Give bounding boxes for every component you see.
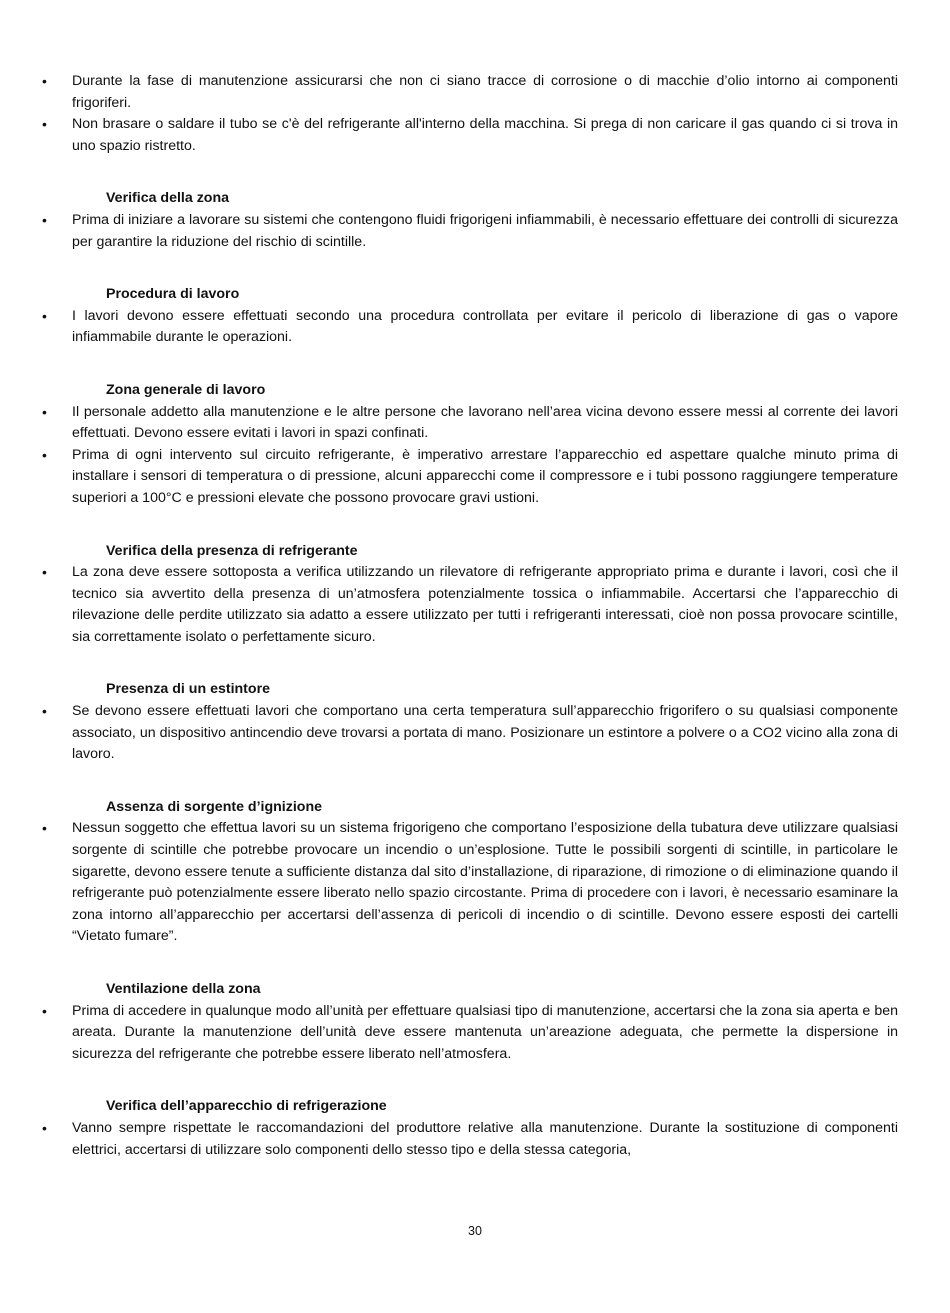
section-apparecchio-refrigerazione [42, 1096, 898, 1161]
bullet-text: Il personale addetto alla manutenzione e le altre persone che lavorano nell’area vicina devono essere messi al corrente dei lavori effettuati. Devono essere evitati i lavori in spazi confinati. [72, 403, 898, 442]
section-procedura-lavoro [42, 284, 898, 349]
bullet-text: Durante la fase di manutenzione assicurarsi che non ci siano tracce di corrosione o di macchie d’olio intorno ai componenti frigoriferi. [72, 73, 898, 111]
bullet-icon: • [42, 446, 47, 463]
section-heading: Verifica dell’apparecchio di refrigerazione [106, 1098, 387, 1115]
section-heading: Assenza di sorgente d’ignizione [106, 798, 322, 815]
section-sorgente-ignizione [42, 797, 898, 948]
list-item [42, 402, 898, 445]
list-item [42, 71, 898, 114]
bullet-text: Vanno sempre rispettate le raccomandazioni del produttore relative alla manutenzione. Durante la sostituzione di componenti elettrici, accertarsi di utilizzare solo componenti dello stesso tipo e della stessa categoria, [72, 1119, 898, 1158]
section-heading: Presenza di un estintore [106, 681, 270, 698]
list-item [42, 701, 898, 766]
section-verifica-zona [42, 188, 898, 253]
bullet-icon: • [42, 1119, 47, 1136]
bullet-icon: • [42, 116, 47, 133]
section-heading: Verifica della presenza di refrigerante [106, 542, 358, 559]
bullet-icon: • [42, 403, 47, 420]
list-item [42, 210, 898, 253]
section-heading: Verifica della zona [106, 190, 230, 207]
list-item [42, 1118, 898, 1161]
bullet-text: Nessun soggetto che effettua lavori su un sistema frigorigeno che comportano l’esposizione della tubatura deve utilizzare qualsiasi sorgente di scintille che potrebbe provocare un incendio o un’esplosione. Tutte le possibili sorgenti di scintille, in particolare le sigarette, devono essere tenute a sufficiente distanza dal sito d’installazione, di riparazione, di rimozione o di eliminazione quando il refrigerante può potenzialmente essere liberato nello spazio circostante. Prima di procedere con i lavori, è necessario esaminare la zona intorno all’apparecchio per accertarsi dell’assenza di pericoli di incendio o di scintille. Devono essere esposti dei cartelli “Vietato fumare”. [72, 820, 898, 945]
list-item [42, 1001, 898, 1066]
intro-bullet-list [42, 71, 898, 157]
page-content [42, 71, 898, 1161]
bullet-icon: • [42, 1002, 47, 1019]
bullet-icon: • [42, 564, 47, 581]
bullet-text: I lavori devono essere effettuati secondo una procedura controllata per evitare il pericolo di liberazione di gas o vapore infiammabile durante le operazioni. [72, 307, 898, 346]
section-ventilazione [42, 979, 898, 1065]
bullet-icon: • [42, 211, 47, 228]
bullet-text: La zona deve essere sottoposta a verifica utilizzando un rilevatore di refrigerante appropriato prima e durante i lavori, così che il tecnico sia avvertito della presenza di un’atmosfera potenzialmente tossica o infiammabile. Accertarsi che l’apparecchio di rilevazione delle perdite utilizzato sia adatto a essere utilizzato per tutti i refrigeranti interessati, cioè non possa provocare scintille, sia correttamente isolato o perfettamente sicuro. [72, 564, 898, 645]
bullet-icon: • [42, 820, 47, 837]
section-heading: Zona generale di lavoro [106, 381, 266, 398]
list-item [42, 818, 898, 948]
bullet-text: Non brasare o saldare il tubo se c'è del refrigerante all'interno della macchina. Si prega di non caricare il gas quando ci si trova in uno spazio ristretto. [72, 116, 898, 154]
bullet-icon: • [42, 307, 47, 324]
bullet-icon: • [42, 703, 47, 720]
bullet-text: Prima di accedere in qualunque modo all’unità per effettuare qualsiasi tipo di manutenzione, accertarsi che la zona sia aperta e ben areata. Durante la manutenzione dell’unità deve essere mantenuta un’areazione adeguata, che permette la dispersione in sicurezza del refrigerante che potrebbe essere liberato nell’atmosfera. [72, 1002, 898, 1062]
list-item [42, 562, 898, 648]
list-item [42, 445, 898, 510]
bullet-text: Prima di ogni intervento sul circuito refrigerante, è imperativo arrestare l’apparecchio ed aspettare qualche minuto prima di installare i sensori di temperatura o di pressione, alcuni apparecchi come il compressore e i tubi possono raggiungere temperature superiori a 100°C e pressioni elevate che possono provocare gravi ustioni. [72, 446, 898, 506]
bullet-icon: • [42, 73, 47, 89]
list-item [42, 306, 898, 349]
section-heading: Procedura di lavoro [106, 286, 240, 303]
section-zona-generale [42, 380, 898, 510]
page-number: 30 [468, 1224, 482, 1238]
bullet-text: Prima di iniziare a lavorare su sistemi che contengono fluidi frigorigeni infiammabili, è necessario effettuare dei controlli di sicurezza per garantire la riduzione del rischio di scintille. [72, 211, 898, 250]
section-heading: Ventilazione della zona [106, 981, 261, 997]
list-item [42, 114, 898, 157]
section-estintore [42, 679, 898, 765]
bullet-text: Se devono essere effettuati lavori che comportano una certa temperatura sull’apparecchio frigorifero o su qualsiasi componente associato, un dispositivo antincendio deve trovarsi a portata di mano. Posizionare un estintore a polvere o a CO2 vicino alla zona di lavoro. [72, 703, 898, 763]
section-presenza-refrigerante [42, 541, 898, 649]
